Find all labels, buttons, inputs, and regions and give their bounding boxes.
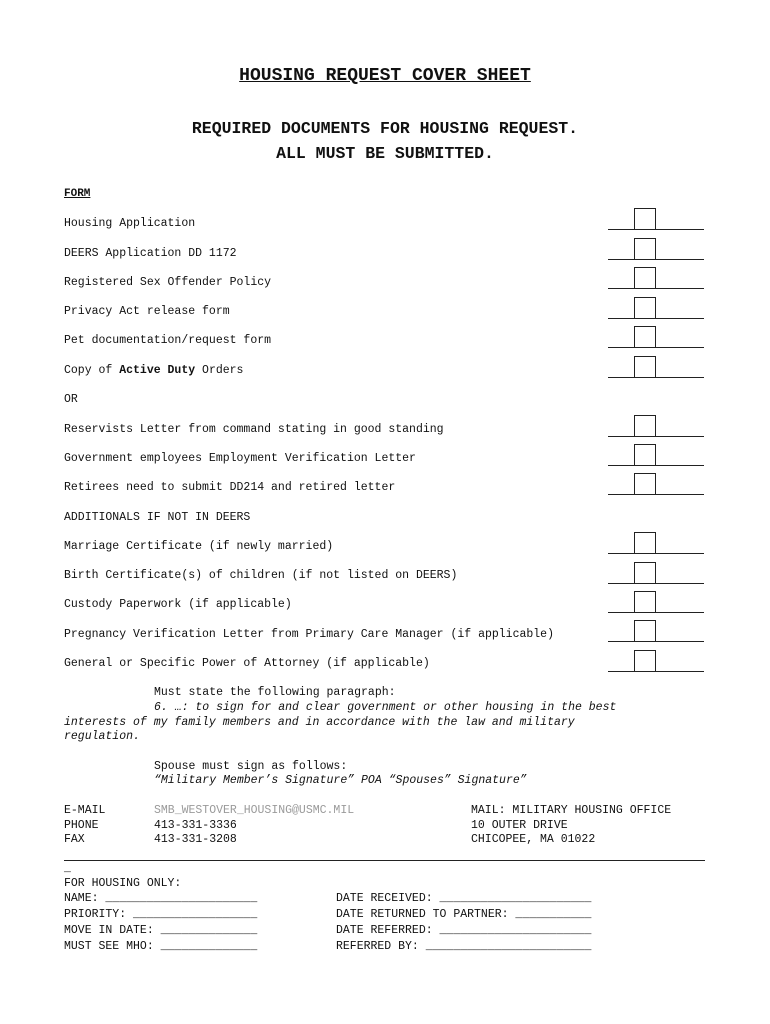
item-active-duty-orders: Copy of Active Duty Orders: [64, 364, 244, 377]
office-date-returned-field[interactable]: DATE RETURNED TO PARTNER: ___________: [336, 908, 592, 921]
checkbox-privacy-act[interactable]: [608, 297, 704, 319]
phone-label: PHONE: [64, 819, 99, 832]
fax-label: FAX: [64, 833, 85, 846]
office-must-see-mho-field[interactable]: MUST SEE MHO: ______________: [64, 940, 258, 953]
section-divider: [64, 860, 705, 861]
spouse-intro: Spouse must sign as follows:: [154, 760, 348, 773]
item-power-of-attorney: General or Specific Power of Attorney (if applicable): [64, 657, 430, 670]
checkbox-deers-application[interactable]: [608, 238, 704, 260]
checkbox-custody-paperwork[interactable]: [608, 591, 704, 613]
item-privacy-act: Privacy Act release form: [64, 305, 230, 318]
email-label: E-MAIL: [64, 804, 106, 817]
subtitle-line-2: ALL MUST BE SUBMITTED.: [276, 144, 494, 163]
office-date-received-field[interactable]: DATE RECEIVED: ______________________: [336, 892, 592, 905]
poa-paragraph-line-1: 6. …: to sign for and clear government or other housing in the best: [154, 701, 617, 714]
fax-value: 413-331-3208: [154, 833, 237, 846]
checkbox-pregnancy-verification[interactable]: [608, 620, 704, 642]
checkbox-employment-verification[interactable]: [608, 444, 704, 466]
office-date-referred-field[interactable]: DATE REFERRED: ______________________: [336, 924, 592, 937]
item-marriage-certificate: Marriage Certificate (if newly married): [64, 540, 334, 553]
checkbox-power-of-attorney[interactable]: [608, 650, 704, 672]
mail-address-line-1: MAIL: MILITARY HOUSING OFFICE: [471, 804, 672, 817]
mail-address-line-2: 10 OUTER DRIVE: [471, 819, 568, 832]
poa-intro: Must state the following paragraph:: [154, 686, 396, 699]
checkbox-reservists-letter[interactable]: [608, 415, 704, 437]
office-referred-by-field[interactable]: REFERRED BY: ________________________: [336, 940, 592, 953]
checkbox-sex-offender-policy[interactable]: [608, 267, 704, 289]
additionals-heading: ADDITIONALS IF NOT IN DEERS: [64, 511, 251, 524]
item-retirees-dd214: Retirees need to submit DD214 and retired letter: [64, 481, 396, 494]
item-housing-application: Housing Application: [64, 217, 196, 230]
poa-paragraph-line-3: regulation.: [64, 730, 140, 743]
checkbox-active-duty-orders[interactable]: [608, 356, 704, 378]
phone-value: 413-331-3336: [154, 819, 237, 832]
subtitle-line-1: REQUIRED DOCUMENTS FOR HOUSING REQUEST.: [191, 119, 579, 138]
checkbox-pet-documentation[interactable]: [608, 326, 704, 348]
checkbox-marriage-certificate[interactable]: [608, 532, 704, 554]
office-name-field[interactable]: NAME: ______________________: [64, 892, 258, 905]
office-move-in-date-field[interactable]: MOVE IN DATE: ______________: [64, 924, 258, 937]
or-label: OR: [64, 393, 78, 406]
office-use-heading: FOR HOUSING ONLY:: [64, 877, 182, 890]
spouse-signature-format: “Military Member’s Signature” POA “Spouses” Signature”: [154, 774, 527, 787]
mail-address-line-3: CHICOPEE, MA 01022: [471, 833, 596, 846]
form-section-label: FORM: [64, 188, 91, 200]
poa-paragraph-line-2: interests of my family members and in accordance with the law and military: [64, 716, 575, 729]
item-custody-paperwork: Custody Paperwork (if applicable): [64, 598, 292, 611]
page-title: HOUSING REQUEST COVER SHEET: [239, 66, 531, 86]
office-priority-field[interactable]: PRIORITY: __________________: [64, 908, 258, 921]
item-pet-documentation: Pet documentation/request form: [64, 334, 272, 347]
item-pregnancy-verification: Pregnancy Verification Letter from Primary Care Manager (if applicable): [64, 628, 554, 641]
checkbox-retirees-dd214[interactable]: [608, 473, 704, 495]
item-employment-verification: Government employees Employment Verification Letter: [64, 452, 416, 465]
checkbox-birth-certificates[interactable]: [608, 562, 704, 584]
divider-tail: _: [64, 862, 71, 875]
email-link[interactable]: SMB_WESTOVER_HOUSING@USMC.MIL: [154, 804, 355, 817]
item-reservists-letter: Reservists Letter from command stating in good standing: [64, 423, 444, 436]
checkbox-housing-application[interactable]: [608, 208, 704, 230]
item-sex-offender-policy: Registered Sex Offender Policy: [64, 276, 272, 289]
item-birth-certificates: Birth Certificate(s) of children (if not listed on DEERS): [64, 569, 458, 582]
item-deers-application: DEERS Application DD 1172: [64, 247, 237, 260]
